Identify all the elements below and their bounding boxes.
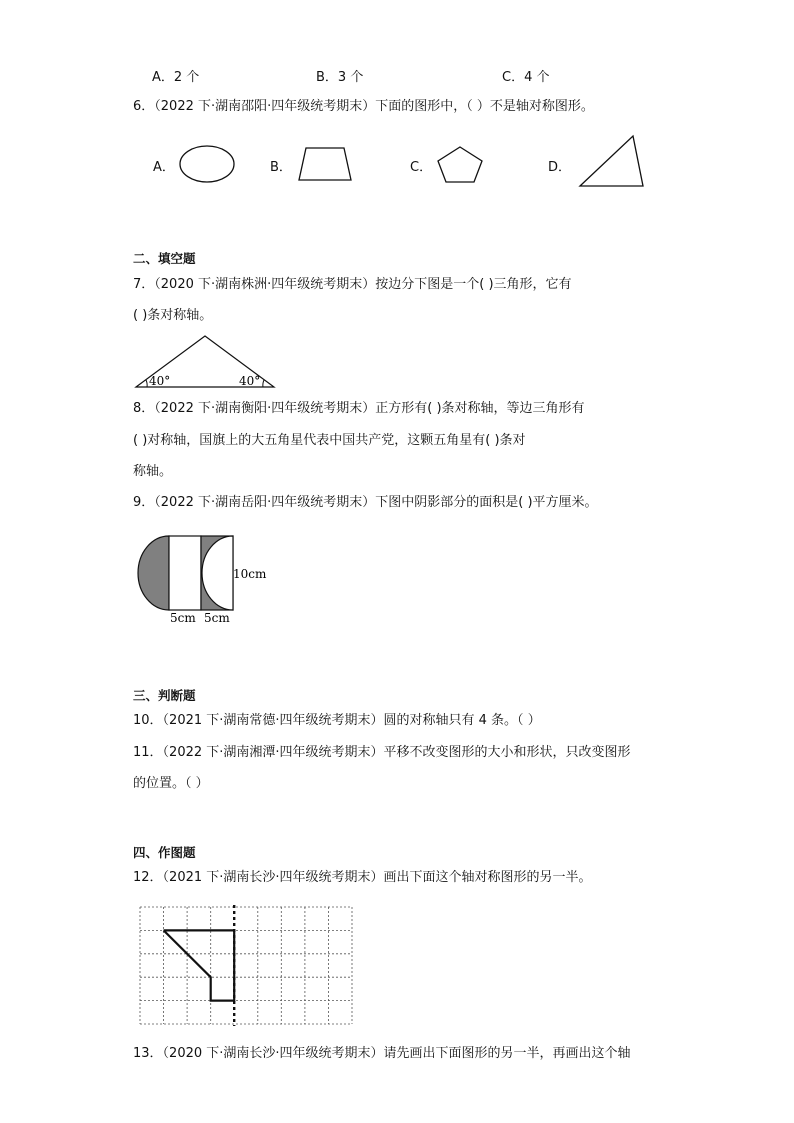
width-label-1: 5cm <box>170 611 196 625</box>
section-title-fill-in: 二、填空题 <box>133 251 196 266</box>
ellipse-icon <box>178 144 238 184</box>
q7-line-2: ( )条对称轴。 <box>133 308 213 323</box>
q8-line-3: 称轴。 <box>133 464 173 479</box>
shaded-area-figure <box>134 532 284 632</box>
q6-option-b: B． <box>270 160 292 175</box>
q7-line-1: 7．（2020 下·湖南株洲·四年级统考期末）按边分下图是一个( )三角形，它有 <box>133 277 572 292</box>
height-label: 10cm <box>233 567 267 581</box>
angle-label-right: 40° <box>239 374 261 388</box>
triangle-icon <box>578 134 648 190</box>
grid-figure <box>138 905 358 1029</box>
pentagon-icon <box>434 144 494 184</box>
q9-question: 9．（2022 下·湖南岳阳·四年级统考期末）下图中阴影部分的面积是( )平方厘米。 <box>133 495 598 510</box>
q5-option-a: A．2 个 <box>152 70 200 85</box>
q12-question: 12．（2021 下·湖南长沙·四年级统考期末）画出下面这个轴对称图形的另一半。 <box>133 870 592 885</box>
q6-option-a: A． <box>153 160 175 175</box>
q11-line-1: 11．（2022 下·湖南湘潭·四年级统考期末）平移不改变图形的大小和形状，只改变图形 <box>133 745 631 760</box>
q8-line-1: 8．（2022 下·湖南衡阳·四年级统考期末）正方形有( )条对称轴，等边三角形有 <box>133 401 585 416</box>
trapezoid-icon <box>296 144 356 184</box>
q11-line-2: 的位置。（ ） <box>133 776 209 791</box>
q13-question: 13．（2020 下·湖南长沙·四年级统考期末）请先画出下面图形的另一半，再画出这个轴 <box>133 1046 631 1061</box>
q6-option-d: D． <box>548 160 572 175</box>
section-title-judgment: 三、判断题 <box>133 688 196 703</box>
q6-option-c: C． <box>410 160 433 175</box>
q10-question: 10．（2021 下·湖南常德·四年级统考期末）圆的对称轴只有 4 条。（ ） <box>133 713 541 728</box>
half-shape <box>164 930 235 1000</box>
isosceles-triangle-figure <box>133 333 278 391</box>
q6-question: 6．（2022 下·湖南邵阳·四年级统考期末）下面的图形中，（ ）不是轴对称图形。 <box>133 99 594 114</box>
q5-option-b: B．3 个 <box>316 70 364 85</box>
q5-option-c: C．4 个 <box>502 70 550 85</box>
width-label-2: 5cm <box>204 611 230 625</box>
angle-label-left: 40° <box>149 374 171 388</box>
q8-line-2: ( )对称轴，国旗上的大五角星代表中国共产党，这颗五角星有( )条对 <box>133 433 526 448</box>
section-title-drawing: 四、作图题 <box>133 845 196 860</box>
